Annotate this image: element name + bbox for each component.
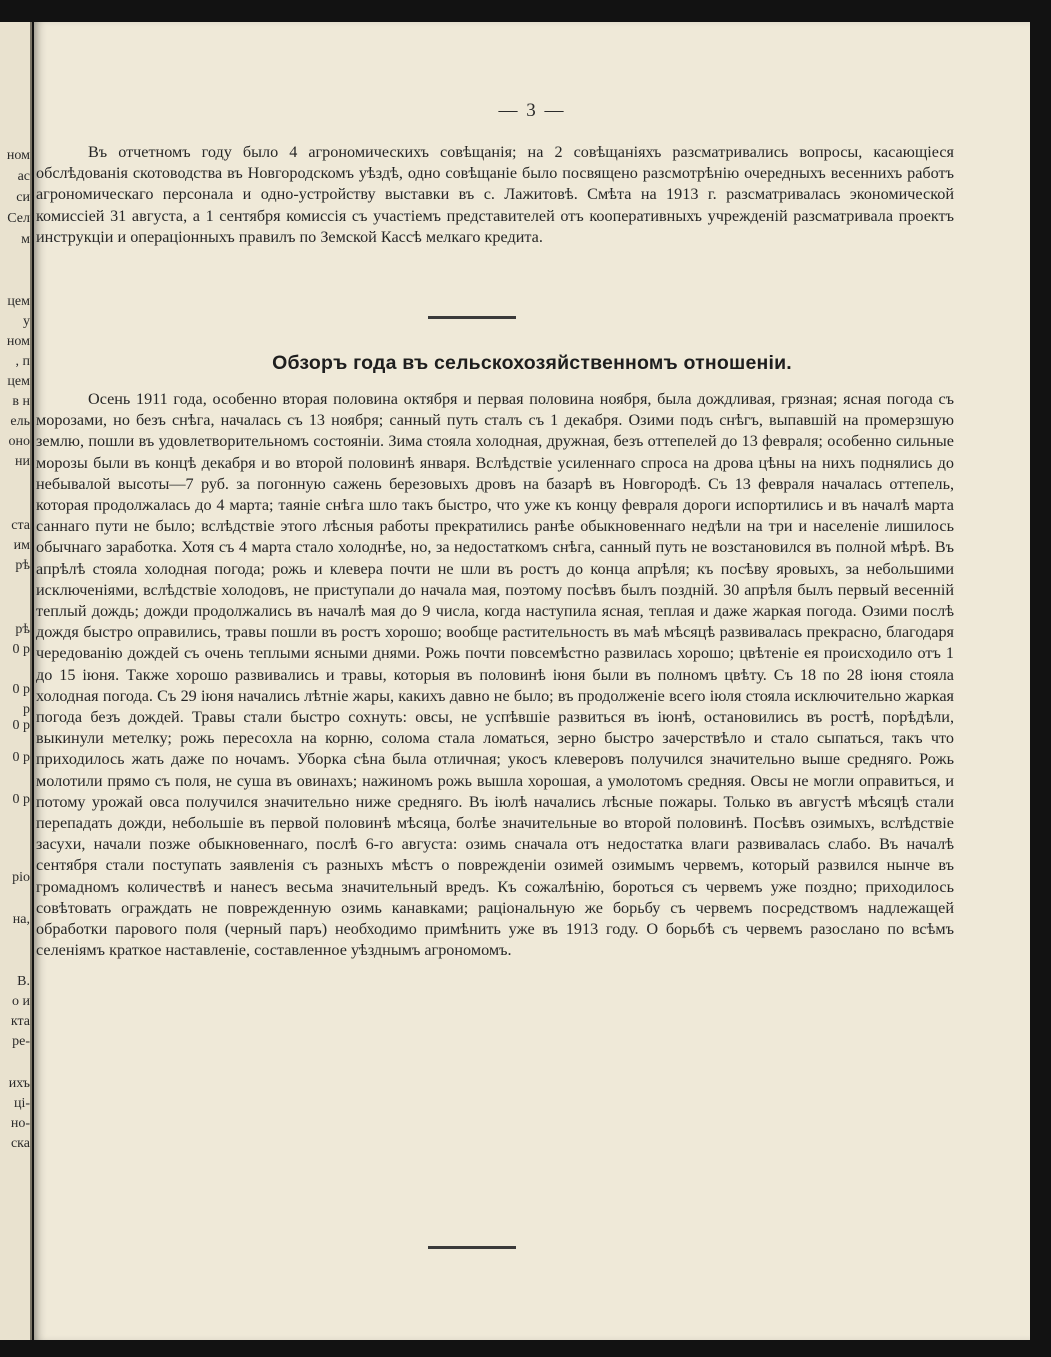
adjacent-fragment: цем — [7, 294, 30, 309]
adjacent-fragment: 0 р — [12, 750, 30, 765]
paragraph-year-review — [36, 389, 954, 961]
adjacent-fragment: ихъ — [8, 1076, 30, 1091]
adjacent-fragment: им — [13, 538, 30, 553]
adjacent-fragment: ріо — [12, 870, 30, 885]
adjacent-fragment: ці- — [13, 1096, 30, 1111]
adjacent-fragment: 0 р — [12, 718, 30, 733]
adjacent-fragment: В. — [17, 974, 30, 989]
adjacent-fragment: рѣ — [15, 622, 30, 637]
adjacent-fragment: о и — [12, 994, 30, 1009]
section-divider-bottom — [428, 1246, 516, 1249]
adjacent-fragment: , п — [15, 354, 30, 369]
document-page — [34, 22, 1030, 1340]
adjacent-fragment: но- — [10, 1116, 30, 1131]
adjacent-fragment: ста — [11, 518, 30, 533]
adjacent-fragment: си — [16, 190, 30, 205]
adjacent-fragment: ни — [15, 454, 30, 469]
adjacent-fragment: 0 р — [12, 642, 30, 657]
adjacent-fragment: у — [23, 314, 30, 329]
adjacent-fragment: м — [21, 232, 30, 247]
adjacent-fragment: ном — [6, 334, 30, 349]
adjacent-fragment: 0 р — [12, 682, 30, 697]
adjacent-fragment: Сел — [7, 211, 30, 226]
adjacent-page-strip — [0, 22, 32, 1340]
paragraph-year-review-text: Осень 1911 года, особенно вторая половина октября и первая половина ноября, была дождливая, грязная; ясная погода съ морозами, но безъ снѣга, началась съ 13 ноября; санный путь сталъ съ 1 декабря. Озими подъ снѣгъ, выпавшій на промерзшую землю, пошли въ удовлетворительномъ состояніи. Зима стояла холодная, дружная, безъ оттепелей до 13 февраля; особенно сильные морозы были въ концѣ декабря и во второй половинѣ января. Вслѣдствіе усиленнаго спроса на дрова цѣны на нихъ поднялись до небывалой высоты—7 руб. за погонную сажень березовыхъ дровъ на базарѣ въ Новгородѣ. Съ 13 февраля началась оттепель, которая продолжалась до 4 марта; таяніе снѣга шло такъ быстро, что уже къ концу февраля дороги испортились и въ началѣ марта саннаго пути не было; вслѣдствіе этого лѣсныя работы прекратились ранѣе обыкновеннаго недѣли на три и населеніе лишилось обычнаго заработка. Хотя съ 4 марта стало холоднѣе, но, за недостаткомъ снѣга, санный путь не возстановился въ полной мѣрѣ. Въ апрѣлѣ стояла холодная погода; рожь и клевера почти не шли въ ростъ до конца апрѣля; къ посѣву яровыхъ, за небольшими исключеніями, вслѣдствіе холодовъ, не приступали до начала мая, поэтому посѣвъ былъ поздній. 30 апрѣля былъ первый весенній теплый дождь; дожди продолжались въ началѣ мая до 9 числа, когда наступила ясная, теплая и даже жаркая погода. Озими послѣ дождя быстро оправились, травы пошли въ ростъ хорошо; вообще растительность въ маѣ мѣсяцѣ развивалась прекрасно, благодаря чередованію дождей съ очень теплыми ясными днями. Рожь почти повсемѣстно развилась хорошо; цвѣтеніе ея происходило отъ 1 до 15 іюня. Также хорошо развивались и травы, которыя въ половинѣ іюня были въ полномъ цвѣту. Съ 18 по 28 іюня стояла холодная погода. Съ 29 іюня начались лѣтніе жары, какихъ давно не было; въ продолженіе всего іюля стояла исключительно жаркая погода безъ дождей. Травы стали быстро сохнуть: овсы, не успѣвшіе развиться въ іюнѣ, остановились въ ростѣ, порѣдѣли, выкинули метелку; рожь пересохла на корню, солома стала ломаться, зерно быстро зачерствѣло и стало сыпаться, такъ что приходилось жать даже по ночамъ. Уборка сѣна была отличная; укосъ клеверовъ получился значительно выше средняго. Рожь молотили прямо съ поля, не суша въ овинахъ; нажиномъ рожь вышла хорошая, а умолотомъ средняя. Овсы не могли оправиться, и потому урожай овса получился значительно ниже средняго. Въ іюлѣ начались лѣсные пожары. Только въ августѣ мѣсяцѣ стали перепадать дожди, небольшіе въ первой половинѣ мѣсяца, болѣе значительные во второй половинѣ. Посѣвъ озимыхъ, вслѣдствіе засухи, начали позже обыкновеннаго, послѣ 6-го августа: озимь сначала отъ недостатка влаги развивалась слабо. Въ началѣ сентября стали поступать заявленія съ разныхъ мѣстъ о поврежденіи озимей озимымъ червемъ, который развился нынче въ громадномъ количествѣ и нанесъ весьма значительный вредъ. Къ сожалѣнію, бороться съ червемъ уже поздно; приходилось совѣтовать ограждать не поврежденную озимь канавками; раціональную же борьбу съ червемъ посредствомъ надлежащей обработки парового поля (черный паръ) необходимо примѣнить уже въ 1913 году. О борьбѣ съ червемъ разослано по всѣмъ селеніямъ краткое наставленіе, составленное уѣзднымъ агрономомъ. — [36, 390, 954, 960]
adjacent-fragment: ре- — [12, 1034, 30, 1049]
adjacent-fragment: в н — [12, 394, 30, 409]
adjacent-fragment: цем — [7, 374, 30, 389]
page-number: — 3 — — [498, 100, 566, 121]
adjacent-fragment: ном — [6, 148, 30, 163]
adjacent-fragment: р — [23, 702, 30, 717]
adjacent-fragment: ель — [10, 414, 30, 429]
adjacent-fragment: ска — [10, 1136, 30, 1151]
section-divider-top — [428, 316, 516, 319]
paragraph-meetings-text: Въ отчетномъ году было 4 агрономическихъ совѣщанія; на 2 совѣщаніяхъ разсматривались вопросы, касающіеся обслѣдованія скотоводства въ Новгородскомъ уѣздѣ, одно совѣщаніе было посвящено разсмотрѣнію очередныхъ весеннихъ работъ агрономическаго персонала и одно-устройству выставки въ с. Лажитовѣ. Смѣта на 1913 г. разсматривалась экономической комиссіей 31 августа, а 1 сентября комиссія съ участіемъ представителей отъ кооперативныхъ учрежденій разсматривала проектъ инструкціи и операціонныхъ правилъ по Земской Кассѣ мелкаго кредита. — [36, 143, 954, 246]
adjacent-fragment: 0 р — [12, 792, 30, 807]
adjacent-fragment: рѣ — [15, 558, 30, 573]
adjacent-fragment: оно — [8, 434, 30, 449]
adjacent-fragment: на, — [12, 912, 30, 927]
adjacent-fragment: кта — [10, 1014, 30, 1029]
section-heading: Обзоръ года въ сельскохозяйственномъ отношеніи. — [272, 352, 792, 374]
paragraph-meetings — [36, 142, 954, 248]
adjacent-fragment: ас — [17, 169, 30, 184]
